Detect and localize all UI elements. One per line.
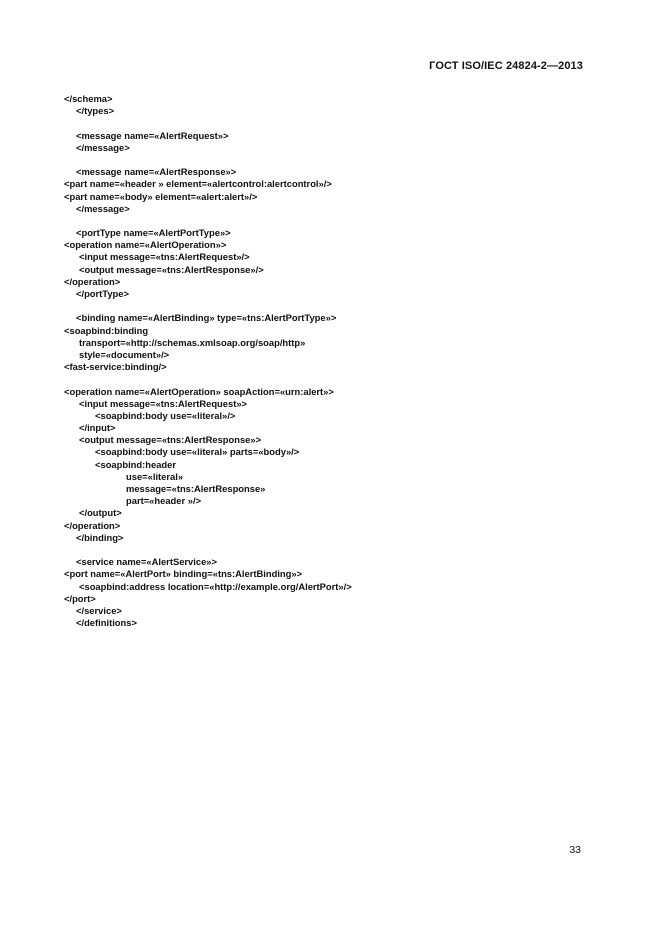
code-line: <port name=«AlertPort» binding=«tns:AlertBinding»> xyxy=(64,568,303,580)
code-line: <operation name=«AlertOperation»> xyxy=(64,239,227,251)
code-line: </definitions> xyxy=(76,617,137,629)
blank-line xyxy=(64,544,584,556)
code-line: <input message=«tns:AlertRequest»> xyxy=(79,397,248,409)
code-line: <input message=«tns:AlertRequest»/> xyxy=(79,251,250,263)
blank-line xyxy=(64,117,584,129)
code-line: <operation name=«AlertOperation» soapAction=«urn:alert»> xyxy=(64,385,334,397)
blank-line xyxy=(64,300,584,312)
code-line: <portType name=«AlertPortType»> xyxy=(76,227,231,239)
code-line: <soapbind:header xyxy=(95,458,177,470)
wsdl-code-listing xyxy=(64,93,584,629)
code-line: </message> xyxy=(76,141,130,153)
code-line: <message name=«AlertResponse»> xyxy=(76,166,237,178)
code-line: <service name=«AlertService»> xyxy=(76,556,217,568)
code-line: </input> xyxy=(79,422,116,434)
code-line: </schema> xyxy=(64,93,113,104)
code-line: </output> xyxy=(79,507,122,519)
code-line: use=«literal» xyxy=(126,470,184,482)
code-line: <soapbind:address location=«http://example.org/AlertPort»/> xyxy=(79,580,352,592)
code-line: <soapbind:binding xyxy=(64,324,149,336)
code-line: <fast-service:binding/> xyxy=(64,361,167,373)
code-line: <output message=«tns:AlertResponse»/> xyxy=(79,263,264,275)
code-line: </operation> xyxy=(64,519,121,531)
blank-line xyxy=(64,154,584,166)
code-line: message=«tns:AlertResponse» xyxy=(126,483,266,494)
code-line: <soapbind:body use=«literal» parts=«body»/> xyxy=(95,446,300,458)
code-line: <part name=«header » element=«alertcontrol:alertcontrol»/> xyxy=(64,178,332,190)
code-line: </binding> xyxy=(76,531,124,543)
code-line: </portType> xyxy=(76,288,129,299)
code-line: <part name=«body» element=«alert:alert»/> xyxy=(64,190,258,202)
code-line: </operation> xyxy=(64,275,121,287)
code-line: <soapbind:body use=«literal»/> xyxy=(95,409,236,421)
code-line: <message name=«AlertRequest»> xyxy=(76,129,229,141)
code-line: part=«header »/> xyxy=(126,495,202,507)
code-line: <binding name=«AlertBinding» type=«tns:AlertPortType»> xyxy=(76,312,337,324)
blank-line xyxy=(64,373,584,385)
code-line: transport=«http://schemas.xmlsoap.org/soap/http» xyxy=(79,336,306,348)
blank-line xyxy=(64,215,584,227)
code-line: </port> xyxy=(64,592,96,604)
code-line: </service> xyxy=(76,604,122,616)
code-line: style=«document»/> xyxy=(79,348,170,360)
page-number: 33 xyxy=(569,844,581,856)
standard-designation: ГОСТ ISO/IEC 24824-2—2013 xyxy=(429,60,583,72)
code-line: </message> xyxy=(76,202,130,214)
code-line: <output message=«tns:AlertResponse»> xyxy=(79,434,262,446)
code-line: </types> xyxy=(76,105,115,117)
